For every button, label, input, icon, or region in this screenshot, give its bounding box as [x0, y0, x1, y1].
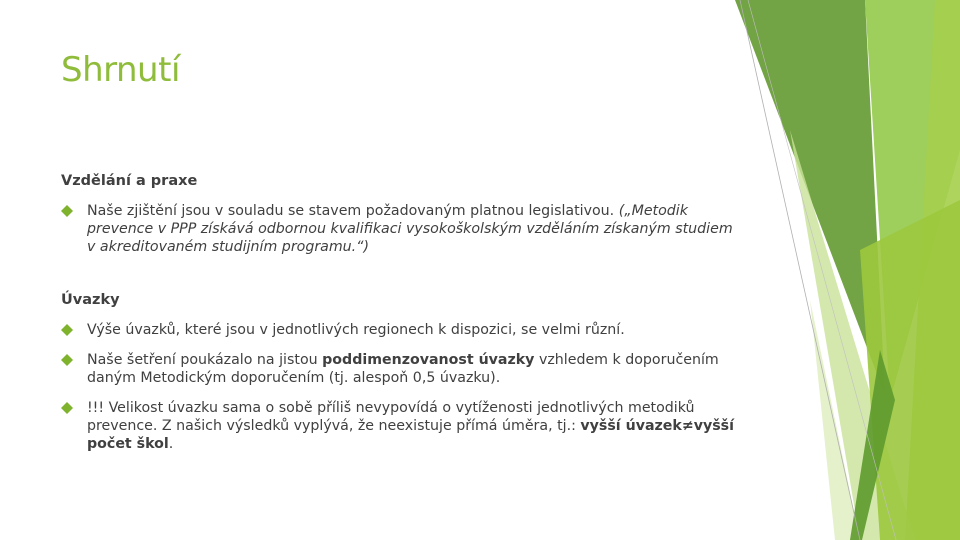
slide-title: Shrnutí: [61, 50, 180, 90]
text-fragment: .: [168, 436, 174, 452]
quote-text: („Metodik prevence v PPP získává odbornou kvalifikaci vysokoškolským vzděláním získaným studiem v akreditovaném studijním programu.“): [87, 203, 733, 255]
text-fragment: Naše zjištění jsou v souladu se stavem požadovaným platnou legislativou.: [87, 203, 619, 219]
bullet-text: [87, 202, 741, 256]
diamond-bullet-icon: [61, 402, 73, 414]
section-heading: Úvazky: [61, 292, 120, 308]
diamond-bullet-icon: [61, 354, 73, 366]
bullet-item: [61, 399, 741, 453]
bullet-item: [61, 321, 741, 339]
diamond-bullet-icon: [61, 205, 73, 217]
emphasis-text: poddimenzovanost úvazky: [322, 352, 535, 368]
bullet-item: [61, 351, 741, 387]
text-fragment: Naše šetření poukázalo na jistou: [87, 352, 323, 368]
diamond-bullet-icon: [61, 324, 73, 336]
text-fragment: vzhledem k doporučením daným Metodickým doporučením (tj. alespoň 0,5 úvazku).: [87, 352, 719, 386]
bullet-text: [87, 321, 741, 339]
slide-content: [61, 172, 741, 465]
bullet-text: [87, 351, 741, 387]
section-heading: Vzdělání a praxe: [61, 173, 198, 189]
emphasis-text: vyšší úvazek≠vyšší počet škol: [87, 418, 734, 452]
text-fragment: Výše úvazků, které jsou v jednotlivých regionech k dispozici, se velmi různí.: [87, 322, 625, 338]
bullet-item: [61, 202, 741, 256]
text-fragment: !!! Velikost úvazku sama o sobě příliš nevypovídá o vytíženosti jednotlivých metodiků prevence. Z našich výsledků vyplývá, že neexistuje přímá úměra, tj.:: [87, 400, 695, 434]
bullet-text: [87, 399, 741, 453]
